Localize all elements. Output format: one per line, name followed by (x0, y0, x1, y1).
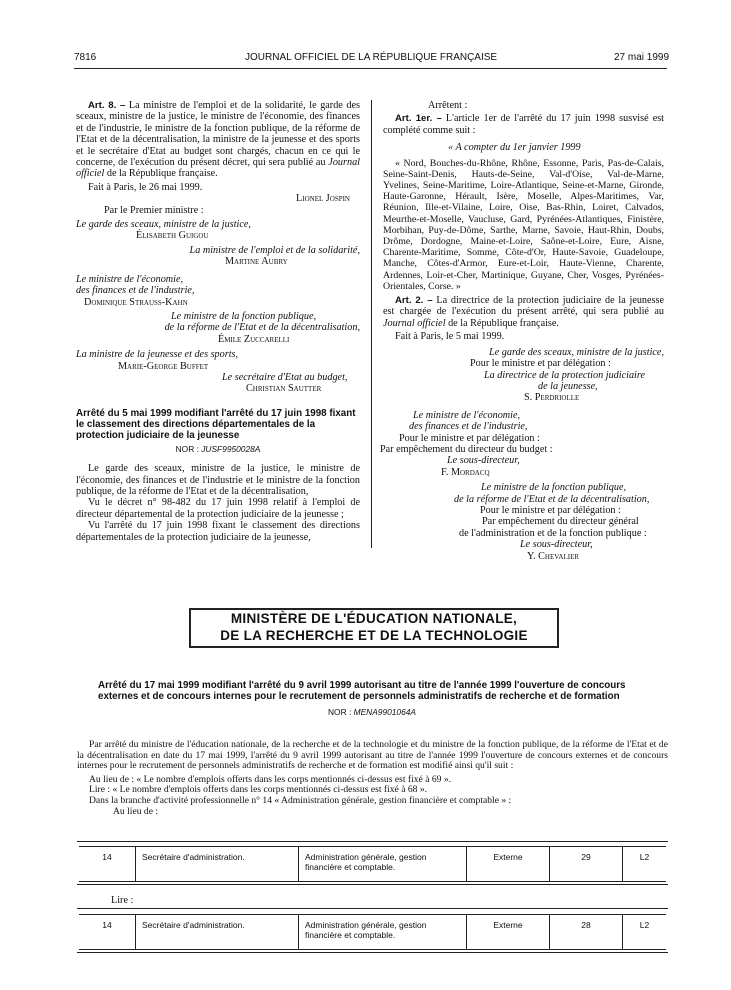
fp-title-2: de la réforme de l'Etat et de la décentralisation, (164, 322, 360, 334)
t1-code: L2 (623, 847, 667, 882)
sig2-title-1: Le ministre de l'économie, (413, 409, 521, 421)
signature-jospin: Lionel Jospin (296, 193, 350, 205)
bottom-p3: Lire : « Le nombre d'emplois offerts dans les corps mentionnés ci-dessus est fixé à 68 ». (89, 784, 428, 796)
nor-label: NOR : (175, 443, 199, 454)
t2-corps: Secrétaire d'administration. (136, 915, 299, 950)
t1-corps: Secrétaire d'administration. (136, 847, 299, 882)
eco-name: Dominique Strauss-Kahn (84, 296, 188, 308)
sig2-pour: Pour le ministre et par délégation : (399, 432, 540, 444)
sig3-name: Y. Chevalier (527, 550, 580, 562)
t1-branche: Administration générale, gestion financière et comptable. (299, 847, 467, 882)
bottom-arrete-title: Arrêté du 17 mai 1999 modifiant l'arrêté du 9 avril 1999 autorisant au titre de l'année 1999 l'ouverture de concours externes et de concours internes pour le recrutement de personnels administratifs de recherche et de formation (98, 680, 626, 702)
table-row (79, 915, 666, 950)
compter-date: « A compter du 1er janvier 1999 (448, 142, 581, 154)
emploi-name: Martine Aubry (225, 256, 288, 268)
sig2-title-2: des finances et de l'industrie, (409, 421, 528, 433)
nor-line (76, 444, 360, 455)
article-8-end: de la République française. (106, 168, 218, 180)
fait-paris-right: Fait à Paris, le 5 mai 1999. (395, 331, 505, 343)
js-name: Marie-George Buffet (118, 360, 209, 372)
article-2-end: de la République française. (448, 317, 559, 329)
sig3-title-1: Le ministre de la fonction publique, (481, 482, 627, 494)
sig1-role-2: de la jeunesse, (538, 380, 598, 392)
t2-type: Externe (467, 915, 550, 950)
bottom-p2: Au lieu de : « Le nombre d'emplois offerts dans les corps mentionnés ci-dessus est fixé à 69 ». (89, 773, 452, 785)
left-column (76, 100, 360, 543)
sig2-role: Le sous-directeur, (447, 455, 520, 467)
ministry-heading-box (189, 608, 559, 648)
issue-date: 27 mai 1999 (614, 52, 670, 63)
t2-code: L2 (623, 915, 667, 950)
bottom-p4: Dans la branche d'activité professionnelle n° 14 « Administration générale, gestion financière et comptable » : (89, 794, 512, 806)
eco-title-1: Le ministre de l'économie, (76, 273, 184, 285)
visa-3: Vu l'arrêté du 17 juin 1998 fixant le classement des directions départementales de la protection judiciaire de la jeunesse, (76, 520, 360, 543)
sig2-empechement: Par empêchement du directeur du budget : (380, 443, 553, 455)
sig3-pour: Pour le ministre et par délégation : (480, 504, 621, 516)
header-rule (74, 68, 667, 69)
nor-code: JUSF9950028A (201, 443, 261, 454)
journal-title: JOURNAL OFFICIEL DE LA RÉPUBLIQUE FRANÇAISE (245, 52, 498, 63)
fait-paris-left: Fait à Paris, le 26 mai 1999. (88, 181, 203, 193)
t1-bap: 14 (79, 847, 136, 882)
article-1-label: Art. 1er. – (395, 113, 442, 125)
arrete-title: Arrêté du 5 mai 1999 modifiant l'arrêté du 17 juin 1998 fixant le classement des directions départementales de la protection judiciaire de la jeunesse (76, 407, 356, 441)
visa-2: Vu le décret n° 98-482 du 17 juin 1998 relatif à l'emploi de directeur départemental de la protection judiciaire de la jeunesse ; (76, 497, 360, 520)
garde-name: Élisabeth Guigou (136, 230, 209, 242)
bottom-body (77, 740, 668, 817)
visa-1: Le garde des sceaux, ministre de la justice, le ministre de l'économie, des finances et de l'industrie et le ministre de la fonction publique, de la réforme de l'Etat et de la décentralisation, (76, 463, 360, 497)
js-title: La ministre de la jeunesse et des sports, (76, 349, 239, 361)
fp-title-1: Le ministre de la fonction publique, (171, 310, 317, 322)
au-lieu-de: Au lieu de : (113, 805, 159, 817)
column-divider (371, 100, 372, 548)
article-8-jo: Journal officiel (76, 157, 360, 180)
par-premier-ministre: Par le Premier ministre : (104, 204, 204, 216)
sig1-name: S. Perdriolle (524, 392, 580, 404)
article-2-text: La directrice de la protection judiciaire de la jeunesse est chargée de l'exécution du présent arrêté, qui sera publié au (383, 295, 664, 318)
sig3-empechement-1: Par empêchement du directeur général (482, 516, 639, 528)
article-2-jo: Journal officiel (383, 317, 446, 329)
table-1 (79, 846, 666, 882)
t2-nombre: 28 (550, 915, 623, 950)
bottom-nor-code: MENA9901064A (353, 707, 416, 717)
sig3-role: Le sous-directeur, (520, 539, 593, 551)
sig1-role-1: La directrice de la protection judiciaire (484, 369, 645, 381)
fp-name: Émile Zuccarelli (218, 333, 290, 345)
sig3-title-2: de la réforme de l'Etat et de la décentralisation, (454, 493, 650, 505)
article-8-label: Art. 8. – (88, 100, 126, 111)
lire-label: Lire : (111, 895, 134, 906)
article-1-text: L'article 1er de l'arrêté du 17 juin 1998 susvisé est complété comme suit : (383, 113, 665, 136)
table-2 (79, 914, 666, 950)
emploi-title: La ministre de l'emploi et de la solidarité, (189, 244, 360, 256)
article-2-label: Art. 2. – (395, 295, 433, 307)
sig2-name: F. Mordacq (441, 466, 490, 478)
eco-title-2: des finances et de l'industrie, (76, 285, 195, 297)
t1-nombre: 29 (550, 847, 623, 882)
budget-name: Christian Sautter (246, 383, 322, 395)
budget-title: Le secrétaire d'Etat au budget, (222, 371, 348, 383)
bottom-arrete (98, 680, 646, 730)
garde-title: Le garde des sceaux, ministre de la justice, (76, 219, 251, 231)
bottom-nor-line (98, 707, 646, 718)
t2-bap: 14 (79, 915, 136, 950)
ministry-line-1: MINISTÈRE DE L'ÉDUCATION NATIONALE, (230, 611, 518, 626)
article-8 (76, 100, 360, 180)
page-number: 7816 (74, 52, 97, 63)
t2-branche: Administration générale, gestion financière et comptable. (299, 915, 467, 950)
article-1 (383, 113, 664, 136)
arretent: Arrêtent : (428, 100, 468, 111)
t1-type: Externe (467, 847, 550, 882)
bottom-p1: Par arrêté du ministre de l'éducation nationale, de la recherche et de la technologie et du ministre de la fonction publique, de la réforme de l'Etat et de la décentralisation en date du 17 mai 1999, l'arrêté du 9 avril 1999 autorisant au titre de l'année 1999 l'ouverture de concours externes et de concours internes pour le recrutement de personnels administratifs de recherche et de formation est modifié ainsi qu'il suit : (77, 739, 668, 772)
bottom-nor-label: NOR : (328, 707, 352, 717)
table-row (79, 847, 666, 882)
sig1-pour: Pour le ministre et par délégation : (470, 358, 611, 370)
department-list: « Nord, Bouches-du-Rhône, Rhône, Essonne, Paris, Pas-de-Calais, Seine-Saint-Denis, Hauts-de-Seine, Val-d'Oise, Val-de-Marne, Yvelines, Seine-Maritime, Loire-Atlantique, Seine-et-Marne, Gironde, Haute-Garonne, Hérault, Isère, Moselle, Alpes-Maritimes, Var, Réunion, Ille-et-Vilaine, Loire, Oise, Bas-Rhin, Loiret, Calvados, Meurthe-et-Moselle, Vaucluse, Gard, Pyrénées-Atlantiques, Finistère, Morbihan, Puy-de-Dôme, Sarthe, Marne, Savoie, Haut-Rhin, Doubs, Drôme, Dordogne, Maine-et-Loire, Saône-et-Loire, Eure, Aisne, Charente-Maritime, Somme, Côte-d'Or, Haute-Savoie, Guadeloupe, Manche, Côtes-d'Armor, Eure-et-Loir, Haute-Vienne, Charente, Ardennes, Loir-et-Cher, Martinique, Guyane, Cher, Vosges, Pyrénées-Orientales, Corse. » (383, 157, 664, 292)
right-column (380, 100, 665, 562)
sig1-title: Le garde des sceaux, ministre de la justice, (489, 346, 664, 358)
article-8-text: La ministre de l'emploi et de la solidarité, le garde des sceaux, ministre de la justice, le ministre de l'économie, des finances et de l'industrie, le ministre de la fonction publique, de la réforme de l'Etat et de la décentralisation, la ministre de la jeunesse et des sports et le secrétaire d'Etat au budget sont chargés, chacun en ce qui le concerne, de l'exécution du présent décret, qui sera publié au (76, 100, 360, 169)
ministry-line-2: DE LA RECHERCHE ET DE LA TECHNOLOGIE (220, 628, 528, 643)
sig3-empechement-2: de l'administration et de la fonction publique : (459, 527, 647, 539)
article-2 (383, 295, 664, 329)
